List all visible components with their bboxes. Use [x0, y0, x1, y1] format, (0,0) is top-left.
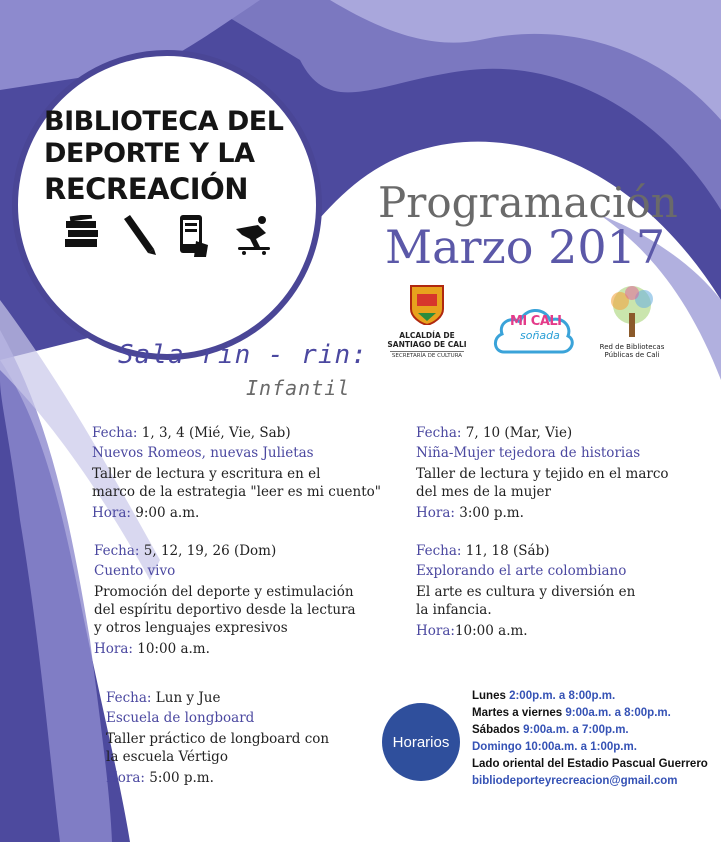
schedule-list: [472, 688, 708, 790]
event-description-line-1: Taller de lectura y escritura en el: [92, 466, 321, 482]
event-title: Explorando el arte colombiano: [416, 563, 627, 579]
event-description-line-2: marco de la estrategia "leer es mi cuento": [92, 484, 381, 500]
event-description-line-1: Promoción del deporte y estimulación: [94, 584, 354, 600]
event-description-line-1: Taller práctico de longboard con: [106, 731, 330, 747]
event-title: Nuevos Romeos, nuevas Julietas: [92, 445, 314, 461]
event-title: Escuela de longboard: [106, 710, 255, 726]
event-date: Lun y Jue: [155, 690, 221, 706]
schedule-row-martes-viernes: Martes a viernes 9:00a.m. a 8:00p.m.: [472, 707, 671, 719]
mi-cali-sonada-logo: [490, 298, 576, 356]
event-longboard: [106, 689, 329, 787]
event-description-line-2: del mes de la mujer: [416, 484, 551, 500]
contact-email-link[interactable]: bibliodeporteyrecreacion@gmail.com: [472, 775, 678, 787]
event-time: 10:00 a.m.: [137, 641, 210, 657]
schedule-row-sabados: Sábados 9:00a.m. a 7:00p.m.: [472, 724, 629, 736]
logo-title-line-1: BIBLIOTECA DEL: [44, 106, 284, 137]
event-date: 7, 10 (Mar, Vie): [465, 425, 573, 441]
event-title: Cuento vivo: [94, 563, 176, 579]
event-date: 5, 12, 19, 26 (Dom): [143, 543, 277, 559]
mi-cali-text: MI CALI: [510, 314, 562, 329]
letter-tree-icon: [602, 285, 662, 337]
event-description-line-1: El arte es cultura y diversión en: [416, 584, 636, 600]
alcaldia-line-3: SECRETARÍA DE CULTURA: [391, 353, 463, 359]
schedule-row-lunes: Lunes 2:00p.m. a 8:00p.m.: [472, 690, 616, 702]
program-month: Marzo 2017: [385, 220, 666, 274]
event-description-line-3: y otros lenguajes expresivos: [94, 620, 288, 636]
event-date-label: Fecha:: [106, 690, 152, 706]
event-date-label: Fecha:: [416, 543, 462, 559]
mobile-phone-icon: [178, 215, 210, 257]
schedule-row-domingo: Domingo 10:00a.m. a 1:00p.m.: [472, 741, 637, 753]
pencil-icon: [120, 215, 156, 255]
event-cuento-vivo: [94, 542, 356, 658]
event-time: 9:00 a.m.: [135, 505, 200, 521]
alcaldia-line-1: ALCALDÍA DE: [399, 331, 455, 340]
program-title: Programación: [378, 178, 678, 227]
horarios-badge: Horarios: [382, 703, 460, 781]
event-time-label: Hora:: [92, 505, 131, 521]
alcaldia-line-2: SANTIAGO DE CALI: [387, 340, 467, 349]
alcaldia-logo: [382, 285, 472, 359]
event-time: 3:00 p.m.: [459, 505, 524, 521]
event-arte-colombiano: [416, 542, 635, 640]
city-shield-icon: [410, 285, 444, 325]
event-time: 5:00 p.m.: [149, 770, 214, 786]
event-date-label: Fecha:: [94, 543, 140, 559]
event-time-label: Hora:: [106, 770, 145, 786]
event-description-line-2: la escuela Vértigo: [106, 749, 228, 765]
logo-title-line-3: RECREACIÓN: [44, 172, 249, 206]
event-nuevos-romeos: [92, 424, 381, 522]
logo-title-line-2: DEPORTE Y LA: [44, 138, 255, 169]
room-name: Sala rin - rin:: [118, 340, 368, 370]
red-line-2: Públicas de Cali: [604, 351, 660, 359]
event-date: 1, 3, 4 (Mié, Vie, Sab): [141, 425, 291, 441]
sonada-text: soñada: [520, 329, 560, 342]
schedule-address: Lado oriental del Estadio Pascual Guerrero: [472, 758, 708, 770]
event-time-label: Hora:: [416, 623, 455, 639]
event-date: 11, 18 (Sáb): [465, 543, 550, 559]
red-line-1: Red de Bibliotecas: [599, 343, 665, 351]
event-description-line-2: la infancia.: [416, 602, 492, 618]
event-date-label: Fecha:: [92, 425, 138, 441]
event-time-label: Hora:: [416, 505, 455, 521]
event-description-line-2: del espíritu deportivo desde la lectura: [94, 602, 356, 618]
red-bibliotecas-logo: [588, 285, 676, 359]
books-icon: [64, 215, 100, 253]
event-time: 10:00 a.m.: [454, 623, 528, 639]
event-description-line-1: Taller de lectura y tejido en el marco: [416, 466, 669, 482]
event-title: Niña-Mujer tejedora de historias: [416, 445, 641, 461]
event-date-label: Fecha:: [416, 425, 462, 441]
event-nina-mujer: [416, 424, 669, 522]
room-subtitle: Infantil: [246, 376, 351, 400]
logo-icons-row: [64, 215, 284, 259]
skateboarder-icon: [232, 215, 276, 255]
event-time-label: Hora:: [94, 641, 133, 657]
